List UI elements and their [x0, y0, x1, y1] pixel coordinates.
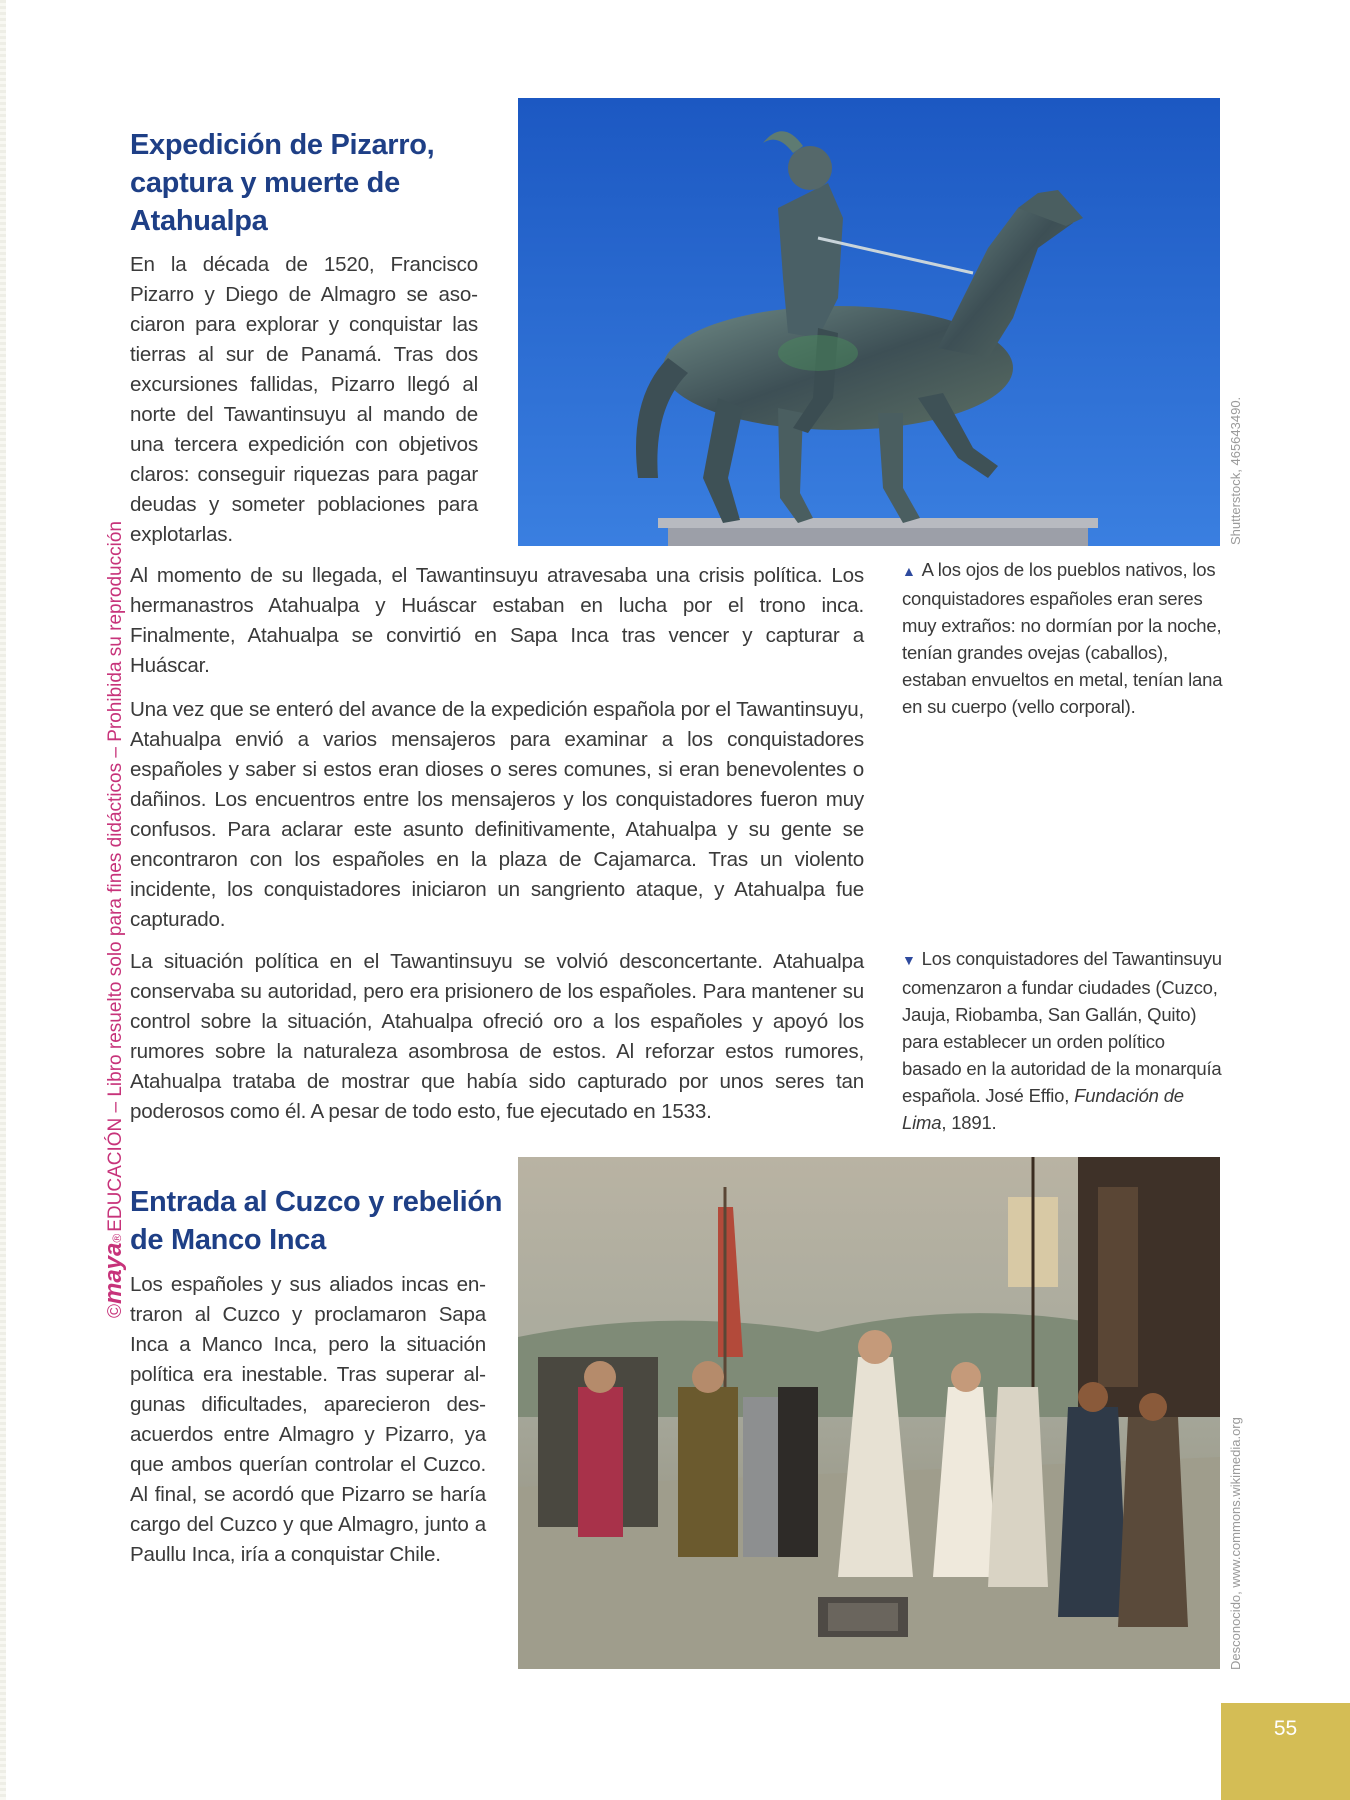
painting-photo-credit: Desconocido, www.commons.wikimedia.org — [1228, 1417, 1243, 1670]
page-edge — [0, 0, 6, 1800]
paragraph-1: En la década de 1520, Francisco Pizarro y Diego de Almagro se asociaron para explorar y conquistar las tierras al sur de Panamá. Tras dos excursiones fallidas, Pizarro llegó al norte del Tawantinsuyu al mando de una tercera expedición con objetivos claros: conseguir riquezas para pagar deudas y someter poblaciones para explotarlas. — [130, 253, 478, 546]
painting-year: , 1891. — [941, 1112, 997, 1133]
painting-illustration — [518, 1157, 1220, 1669]
statue-photo-credit: Shutterstock, 465643490. — [1228, 396, 1243, 545]
registered-mark: ® — [110, 1233, 124, 1243]
page-number-box — [1221, 1703, 1350, 1800]
statue-photo — [518, 98, 1220, 546]
side-credit-text: EDUCACIÓN – Libro resuelto solo para fines didácticos – Prohibida su reproducción — [105, 521, 126, 1232]
statue-caption-text: A los ojos de los pueblos nativos, los conquistadores españoles eran seres muy extraños: no dormían por la noche, tenían grandes ovejas (caballos), estaban envueltos en metal, tenían lana en su cuerpo (vello corporal). — [902, 559, 1223, 717]
painting-caption — [902, 945, 1224, 1136]
section-title-pizarro: Expedición de Pizarro, captura y muerte de Atahualpa — [130, 129, 435, 237]
painting-title: Fundación de Lima — [902, 1085, 1184, 1133]
side-copyright-note — [100, 521, 128, 1318]
paragraph-cuzco: Los españoles y sus aliados incas entraron al Cuzco y proclamaron Sapa Inca a Manco Inca, pero la situación política era inestable. Tras superar algunas dificultades, aparecieron desacuerdos entre Almagro y Pizarro, ya que ambos querían controlar el Cuzco. Al final, se acordó que Pizarro se haría cargo del Cuzco y que Almagro, junto a Paullu Inca, iría a conquistar Chile. — [130, 1273, 486, 1566]
statue-caption — [902, 556, 1224, 720]
statue-illustration — [518, 98, 1220, 546]
page-number: 55 — [1273, 1717, 1298, 1740]
triangle-down-icon: ▼ — [902, 952, 916, 968]
paragraph-2: Al momento de su llegada, el Tawantinsuyu atravesaba una crisis política. Los hermanastros Atahualpa y Huáscar estaban en lucha por el trono inca. Finalmente, Atahualpa se convirtió en Sapa Inca tras vencer y capturar a Huáscar. — [130, 564, 864, 677]
brand-logo-text: maya — [100, 1242, 127, 1304]
painting-caption-text: Los conquistadores del Tawantinsuyu comenzaron a fundar ciudades (Cuzco, Jauja, Riobamba, San Gallán, Quito) para establecer un orden político basado en la autoridad de la monarquía española. José Effio, — [902, 948, 1222, 1106]
painting-image — [518, 1157, 1220, 1669]
section-title-cuzco: Entrada al Cuzco y rebelión de Manco Inca — [130, 1186, 503, 1256]
triangle-up-icon: ▲ — [902, 563, 916, 579]
copyright-symbol: © — [105, 1304, 126, 1318]
paragraph-3: Una vez que se enteró del avance de la expedición española por el Tawantinsuyu, Atahualpa envió a varios mensajeros para examinar a los conquistadores españoles y saber si estos eran dioses o seres comunes, si eran benevolentes o dañinos. Los encuentros entre los mensajeros y los conquistadores fueron muy confusos. Para aclarar este asunto definitivamente, Atahualpa y su gente se encontraron con los españoles en la plaza de Cajamarca. Tras un violento incidente, los conquistadores iniciaron un sangriento ataque, y Atahualpa fue capturado. — [130, 698, 864, 931]
paragraph-4: La situación política en el Tawantinsuyu se volvió desconcertante. Atahualpa conservaba su autoridad, pero era prisionero de los españoles. Para mantener su control sobre la situación, Atahualpa ofreció oro a los españoles y apoyó los rumores sobre la naturaleza asombrosa de estos. Al reforzar estos rumores, Atahualpa trataba de mostrar que había sido capturado por unos seres tan poderosos como él. A pesar de todo esto, fue ejecutado en 1533. — [130, 950, 864, 1123]
